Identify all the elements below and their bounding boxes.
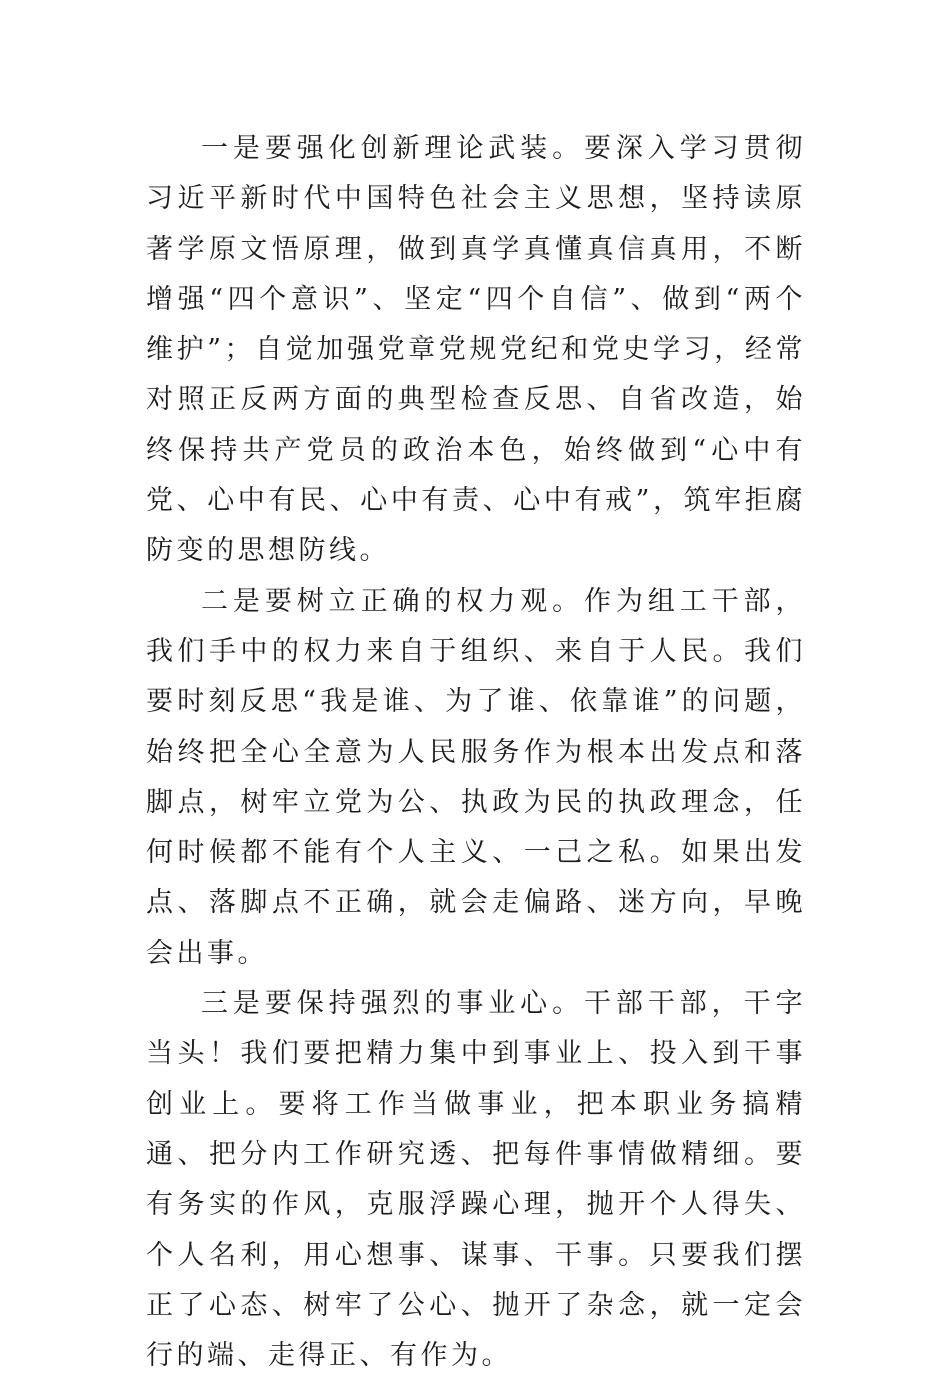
- document-body: [146, 124, 806, 1381]
- paragraph-strengthen-theory: 一是要强化创新理论武装。要深入学习贯彻习近平新时代中国特色社会主义思想，坚持读原著学原文悟原理，做到真学真懂真信真用，不断增强“四个意识”、坚定“四个自信”、做到“两个维护”；自觉加强党章党规党纪和党史学习，经常对照正反两方面的典型检查反思、自省改造，始终保持共产党员的政治本色，始终做到“心中有党、心中有民、心中有责、心中有戒”，筑牢拒腐防变的思想防线。: [146, 133, 806, 567]
- paragraph-dedication: 三是要保持强烈的事业心。干部干部，干字当头！我们要把精力集中到事业上、投入到干事创业上。要将工作当做事业，把本职业务搞精通、把分内工作研究透、把每件事情做精细。要有务实的作风，克服浮躁心理，抛开个人得失、个人名利，用心想事、谋事、干事。只要我们摆正了心态、树牢了公心、抛开了杂念，就一定会行的端、走得正、有作为。: [146, 988, 806, 1372]
- paragraph-view-of-power: 二是要树立正确的权力观。作为组工干部，我们手中的权力来自于组织、来自于人民。我们要时刻反思“我是谁、为了谁、依靠谁”的问题，始终把全心全意为人民服务作为根本出发点和落脚点，树牢立党为公、执政为民的执政理念，任何时候都不能有个人主义、一己之私。如果出发点、落脚点不正确，就会走偏路、迷方向，早晚会出事。: [146, 585, 806, 969]
